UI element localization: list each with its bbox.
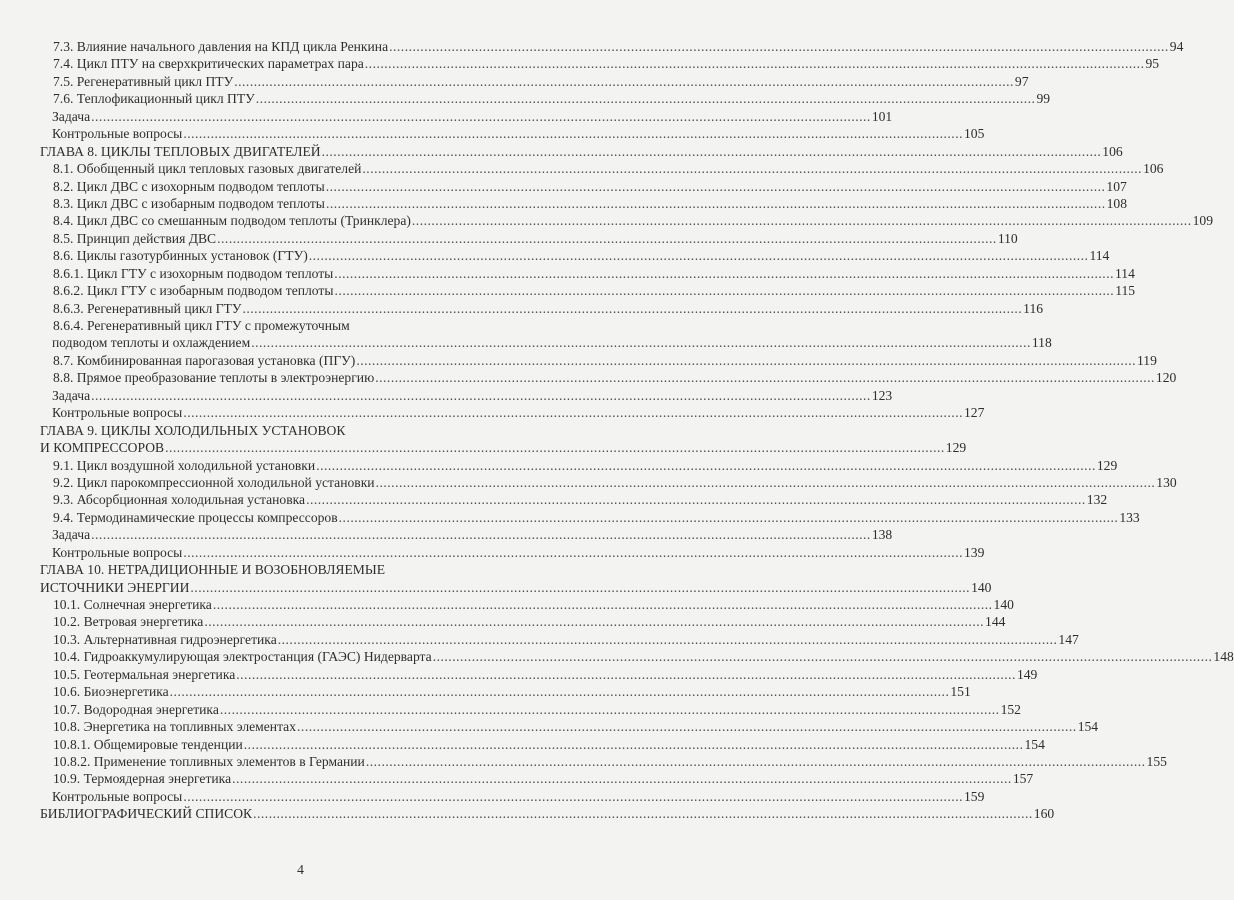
toc-entry (0, 788, 985, 805)
dot-leader: ........................................................................................................................................................................................................ (356, 352, 1137, 368)
toc-entry-title: 10.1. Солнечная энергетика (53, 597, 212, 612)
dot-leader: ........................................................................................................................................................................................................ (338, 509, 1119, 525)
dot-leader: ........................................................................................................................................................................................................ (251, 335, 1031, 351)
toc-entry-title: 9.2. Цикл парокомпрессионной холодильной установки (53, 474, 375, 490)
dot-leader: ........................................................................................................................................................................................................ (308, 248, 1089, 264)
dot-leader: ........................................................................................................................................................................................................ (432, 649, 1213, 665)
dot-leader: ........................................................................................................................................................................................................ (255, 91, 1036, 107)
dot-leader: ........................................................................................................................................................................................................ (389, 39, 1169, 54)
toc-entry (0, 544, 985, 561)
toc-entry-page: 115 (1115, 283, 1136, 299)
toc-entry-title: 10.9. Термоядерная энергетика (53, 771, 232, 787)
toc-entry-title: 9.1. Цикл воздушной холодильной установки (53, 457, 316, 473)
toc-entry-page: 155 (1146, 753, 1167, 769)
dot-leader: ........................................................................................................................................................................................................ (204, 614, 985, 630)
toc-chapter-entry (0, 561, 508, 578)
dot-leader: ........................................................................................................................................................................................................ (242, 300, 1023, 316)
toc-entry-title: 8.6.1. Цикл ГТУ с изохорным подводом теплоты (53, 265, 334, 281)
toc-entry-page: 138 (871, 527, 893, 543)
toc-entry-page: 118 (1031, 335, 1052, 351)
dot-leader: ........................................................................................................................................................................................................ (325, 195, 1106, 211)
toc-chapter-entry (0, 805, 1055, 822)
toc-entry (0, 474, 1177, 491)
toc-entry (0, 178, 1127, 195)
toc-entry-page: 127 (964, 405, 985, 421)
toc-entry-page: 101 (871, 108, 893, 124)
toc-chapter-entry (0, 579, 992, 596)
toc-entry-page: 106 (1102, 143, 1123, 159)
toc-entry (0, 73, 1029, 90)
toc-entry-page: 160 (1033, 806, 1055, 822)
dot-leader: ........................................................................................................................................................................................................ (375, 474, 1156, 490)
toc-entry (0, 334, 1052, 351)
toc-entry (0, 770, 1034, 787)
toc-entry-page: 108 (1106, 195, 1128, 211)
toc-entry-title: Задача (52, 108, 91, 124)
toc-entry-page: 110 (997, 230, 1018, 246)
toc-entry (0, 369, 1177, 386)
toc-entry-page: 130 (1156, 474, 1177, 490)
toc-entry-page: 109 (1192, 213, 1213, 229)
toc-entry (0, 230, 1018, 247)
toc-entry-title: 8.8. Прямое преобразование теплоты в электроэнергию (53, 370, 375, 386)
toc-entry-page: 149 (1016, 666, 1038, 682)
toc-entry-title: Контрольные вопросы (52, 788, 183, 804)
toc-entry-title: ИСТОЧНИКИ ЭНЕРГИИ (40, 579, 190, 595)
dot-leader: ........................................................................................................................................................................................................ (91, 108, 871, 124)
dot-leader: ........................................................................................................................................................................................................ (334, 265, 1114, 281)
dot-leader: ........................................................................................................................................................................................................ (190, 579, 971, 595)
toc-entry-page: 114 (1114, 265, 1135, 281)
dot-leader: ........................................................................................................................................................................................................ (325, 178, 1106, 194)
toc-entry (0, 666, 1038, 683)
toc-entry-title: 9.3. Абсорбционная холодильная установка (53, 492, 306, 508)
toc-chapter-entry (0, 143, 1123, 160)
toc-entry-page: 94 (1169, 39, 1184, 54)
toc-entry (0, 160, 1164, 177)
toc-entry-title: ГЛАВА 10. НЕТРАДИЦИОННЫЕ И ВОЗОБНОВЛЯЕМЫЕ (40, 562, 386, 578)
toc-entry (0, 247, 1110, 264)
toc-entry-page: 97 (1014, 73, 1029, 89)
dot-leader: ........................................................................................................................................................................................................ (91, 387, 871, 403)
toc-entry-title: Задача (52, 527, 91, 543)
toc-entry-title: 10.5. Геотермальная энергетика (53, 666, 236, 682)
toc-entry-title: 10.8.1. Общемировые тенденции (53, 736, 243, 752)
toc-entry-title: БИБЛИОГРАФИЧЕСКИЙ СПИСОК (40, 806, 253, 822)
toc-entry-page: 159 (964, 788, 985, 804)
dot-leader: ........................................................................................................................................................................................................ (169, 684, 950, 700)
toc-entry-page: 140 (971, 579, 992, 595)
toc-entry-title: 8.6.4. Регенеративный цикл ГТУ с промежуточным (53, 318, 350, 333)
dot-leader: ........................................................................................................................................................................................................ (362, 161, 1143, 177)
dot-leader: ........................................................................................................................................................................................................ (411, 213, 1192, 229)
toc-entry-page: 157 (1012, 771, 1034, 787)
toc-entry-page: 139 (964, 544, 985, 560)
dot-leader: ........................................................................................................................................................................................................ (243, 736, 1024, 752)
toc-entry-title: 8.2. Цикл ДВС с изохорным подводом теплоты (53, 178, 325, 194)
dot-leader: ........................................................................................................................................................................................................ (183, 126, 963, 142)
toc-entry (0, 631, 1079, 648)
toc-entry (0, 352, 1157, 369)
toc-entry-title: 8.6. Циклы газотурбинных установок (ГТУ) (53, 248, 308, 264)
toc-entry (0, 701, 1021, 718)
toc-entry (0, 526, 893, 543)
toc-entry-title: 7.6. Теплофикационный цикл ПТУ (53, 91, 255, 107)
toc-chapter-entry (0, 439, 967, 456)
toc-entry-title: Контрольные вопросы (52, 544, 183, 560)
table-of-contents (0, 38, 1234, 823)
toc-entry-title: 8.1. Обобщенный цикл тепловых газовых двигателей (53, 161, 362, 177)
toc-entry-page: 95 (1145, 56, 1160, 72)
toc-entry (0, 404, 985, 421)
dot-leader: ........................................................................................................................................................................................................ (219, 701, 1000, 717)
toc-entry-title: 10.2. Ветровая энергетика (53, 614, 204, 630)
toc-entry (0, 387, 893, 404)
toc-entry-page: 120 (1155, 370, 1177, 386)
toc-entry-title: 9.4. Термодинамические процессы компрессоров (53, 509, 338, 525)
dot-leader: ........................................................................................................................................................................................................ (234, 73, 1014, 89)
toc-entry (0, 718, 1099, 735)
toc-entry-title: 7.3. Влияние начального давления на КПД цикла Ренкина (53, 39, 389, 54)
toc-entry-page: 114 (1089, 248, 1110, 264)
dot-leader: ........................................................................................................................................................................................................ (375, 370, 1155, 386)
toc-entry (0, 195, 1128, 212)
dot-leader: ........................................................................................................................................................................................................ (364, 56, 1145, 72)
dot-leader: ........................................................................................................................................................................................................ (165, 440, 945, 456)
toc-entry-page: 154 (1024, 736, 1045, 752)
toc-entry (0, 317, 508, 334)
toc-entry-page: 154 (1077, 719, 1099, 735)
dot-leader: ........................................................................................................................................................................................................ (212, 597, 993, 612)
dot-leader: ........................................................................................................................................................................................................ (183, 788, 963, 804)
toc-entry (0, 38, 1184, 55)
dot-leader: ........................................................................................................................................................................................................ (277, 631, 1058, 647)
toc-entry-page: 116 (1023, 300, 1044, 316)
toc-entry-page: 107 (1106, 178, 1127, 194)
toc-entry (0, 90, 1051, 107)
toc-entry (0, 736, 1045, 753)
toc-entry-title: 10.3. Альтернативная гидроэнергетика (53, 631, 277, 647)
toc-entry (0, 648, 1234, 665)
toc-entry-page: 144 (985, 614, 1006, 630)
toc-entry-title: 8.6.3. Регенеративный цикл ГТУ (53, 300, 242, 316)
toc-entry-page: 129 (945, 440, 967, 456)
toc-entry-title: 10.6. Биоэнергетика (53, 684, 169, 700)
dot-leader: ........................................................................................................................................................................................................ (253, 806, 1033, 822)
toc-entry-title: 8.5. Принцип действия ДВС (53, 230, 217, 246)
toc-entry-title: ГЛАВА 9. ЦИКЛЫ ХОЛОДИЛЬНЫХ УСТАНОВОК (40, 422, 346, 438)
dot-leader: ........................................................................................................................................................................................................ (297, 719, 1077, 735)
toc-entry (0, 509, 1140, 526)
toc-entry-title: Контрольные вопросы (52, 126, 183, 142)
dot-leader: ........................................................................................................................................................................................................ (316, 457, 1096, 473)
toc-entry (0, 300, 1044, 317)
toc-entry-page: 152 (1000, 701, 1021, 717)
page-number: 4 (297, 862, 304, 877)
toc-entry-page: 133 (1119, 509, 1140, 525)
toc-entry (0, 108, 893, 125)
toc-entry (0, 753, 1167, 770)
toc-entry-page: 105 (964, 126, 985, 142)
dot-leader: ........................................................................................................................................................................................................ (91, 527, 871, 543)
toc-entry-title: 10.7. Водородная энергетика (53, 701, 219, 717)
dot-leader: ........................................................................................................................................................................................................ (236, 666, 1016, 682)
toc-entry-title: Задача (52, 387, 91, 403)
toc-chapter-entry (0, 422, 508, 439)
toc-entry-title: 10.8.2. Применение топливных элементов в Германии (53, 753, 365, 769)
toc-entry (0, 596, 1014, 613)
toc-entry-title: 10.4. Гидроаккумулирующая электростанция (ГАЭС) Нидерварта (53, 649, 432, 665)
toc-entry (0, 282, 1136, 299)
toc-entry (0, 212, 1213, 229)
toc-entry-title: подводом теплоты и охлаждением (52, 335, 251, 351)
dot-leader: ........................................................................................................................................................................................................ (321, 143, 1102, 159)
toc-entry-title: 7.5. Регенеративный цикл ПТУ (53, 73, 234, 89)
toc-entry-page: 132 (1086, 492, 1108, 508)
toc-entry-page: 99 (1036, 91, 1051, 107)
toc-entry-title: 10.8. Энергетика на топливных элементах (53, 719, 297, 735)
toc-entry (0, 491, 1108, 508)
toc-entry-title: 8.6.2. Цикл ГТУ с изобарным подводом теплоты (53, 283, 334, 299)
toc-entry (0, 55, 1160, 72)
toc-entry (0, 613, 1006, 630)
toc-entry-title: 8.4. Цикл ДВС со смешанным подводом теплоты (Тринклера) (53, 213, 411, 229)
toc-entry-title: 7.4. Цикл ПТУ на сверхкритических параметрах пара (53, 56, 364, 72)
toc-entry-page: 147 (1058, 631, 1079, 647)
toc-entry-page: 148 (1213, 649, 1234, 665)
toc-entry-title: Контрольные вопросы (52, 405, 183, 421)
toc-entry-page: 106 (1143, 161, 1164, 177)
toc-entry-title: 8.3. Цикл ДВС с изобарным подводом теплоты (53, 195, 325, 211)
toc-entry-title: ГЛАВА 8. ЦИКЛЫ ТЕПЛОВЫХ ДВИГАТЕЛЕЙ (40, 143, 321, 159)
toc-entry-page: 140 (993, 597, 1014, 612)
toc-entry-page: 119 (1137, 352, 1157, 368)
toc-entry-title: 8.7. Комбинированная парогазовая установка (ПГУ) (53, 352, 356, 368)
toc-entry (0, 125, 985, 142)
dot-leader: ........................................................................................................................................................................................................ (183, 544, 963, 560)
dot-leader: ........................................................................................................................................................................................................ (334, 283, 1115, 299)
toc-entry-page: 129 (1096, 457, 1118, 473)
dot-leader: ........................................................................................................................................................................................................ (232, 771, 1012, 787)
dot-leader: ........................................................................................................................................................................................................ (306, 492, 1086, 508)
toc-entry-title: И КОМПРЕССОРОВ (40, 440, 165, 456)
toc-entry (0, 683, 971, 700)
dot-leader: ........................................................................................................................................................................................................ (183, 405, 963, 421)
toc-entry (0, 457, 1118, 474)
toc-entry-page: 151 (950, 684, 971, 700)
toc-entry (0, 265, 1135, 282)
dot-leader: ........................................................................................................................................................................................................ (365, 753, 1146, 769)
toc-entry-page: 123 (871, 387, 893, 403)
dot-leader: ........................................................................................................................................................................................................ (217, 230, 997, 246)
